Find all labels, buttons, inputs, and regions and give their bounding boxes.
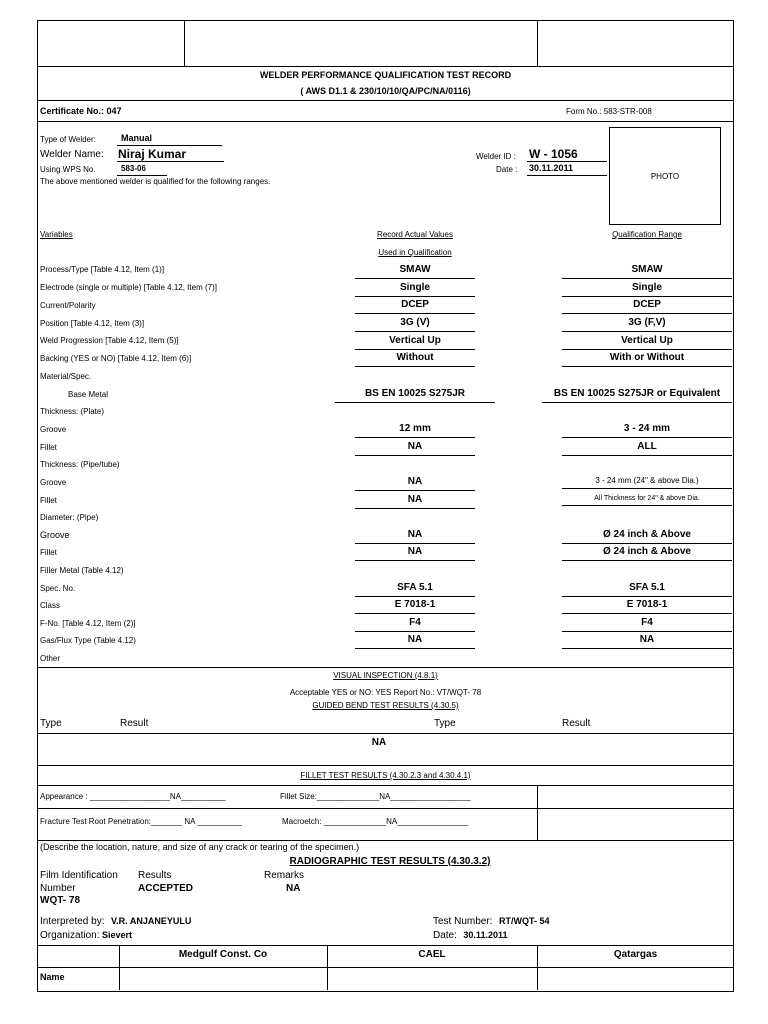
variable-label: Groove xyxy=(40,425,67,434)
company-medgulf: Medgulf Const. Co xyxy=(178,949,268,960)
range-value: NA xyxy=(562,635,732,649)
test-number-label: Test Number: xyxy=(433,916,493,927)
variable-label: Material/Spec. xyxy=(40,372,92,381)
describe-line: (Describe the location, nature, and size of any crack or tearing of the specimen.) xyxy=(40,842,360,852)
test-number-row xyxy=(433,917,550,927)
welder-name-value: Niraj Kumar xyxy=(118,147,187,161)
actual-value: BS EN 10025 S275JR xyxy=(335,389,495,403)
rule-signature-mid xyxy=(37,967,734,968)
actual-value: F4 xyxy=(355,618,475,632)
type-of-welder-label: Type of Welder: xyxy=(40,135,96,144)
remarks-label: Remarks xyxy=(264,870,305,881)
variables-header: Variables xyxy=(40,230,73,239)
rule-logo-right xyxy=(537,20,538,66)
range-value: Ø 24 inch & Above xyxy=(562,530,732,544)
results-label: Results xyxy=(138,870,172,881)
variable-label: Process/Type [Table 4.12, Item (1)] xyxy=(40,265,165,274)
range-value: E 7018-1 xyxy=(562,600,732,614)
rule-welder-id xyxy=(527,161,607,162)
film-id-label: Film Identification xyxy=(40,870,118,881)
actual-value: SMAW xyxy=(355,265,475,279)
welder-id-label: Welder ID : xyxy=(476,152,516,161)
range-value: Single xyxy=(562,283,732,297)
date-label: Date : xyxy=(496,165,518,174)
certificate-number: Certificate No.: 047 xyxy=(40,106,122,116)
actual-value: DCEP xyxy=(355,300,475,314)
radiographic-date-row xyxy=(433,931,507,941)
actual-value: 12 mm xyxy=(355,424,475,438)
company-cael: CAEL xyxy=(418,949,446,960)
variable-label: Spec. No. xyxy=(40,584,76,593)
range-value: 3 - 24 mm (24" & above Dia.) xyxy=(562,477,732,489)
actual-value: Without xyxy=(355,353,475,367)
actual-value: SFA 5.1 xyxy=(355,583,475,597)
fillet-size-line: Fillet Size:______________NA__________________ xyxy=(280,792,471,801)
variable-label: Base Metal xyxy=(68,390,109,399)
variable-label: Diameter: (Pipe) xyxy=(40,513,99,522)
fillet-heading: FILLET TEST RESULTS (4.30.2.3 and 4.30.4.1) xyxy=(300,771,471,780)
range-value: ALL xyxy=(562,442,732,456)
welder-id-value: W - 1056 xyxy=(529,147,578,161)
radiographic-heading: RADIOGRAPHIC TEST RESULTS (4.30.3.2) xyxy=(289,856,491,867)
variable-label: Thickness: (Plate) xyxy=(40,407,105,416)
organization-label: Organization: xyxy=(40,930,100,941)
welder-name-label: Welder Name: xyxy=(40,149,104,160)
photo-label: PHOTO xyxy=(650,171,680,181)
variable-label: Filler Metal (Table 4.12) xyxy=(40,566,124,575)
rule-appearance xyxy=(37,808,734,809)
variable-label: Groove xyxy=(40,478,67,487)
rule-bend-header xyxy=(37,733,734,734)
actual-value: E 7018-1 xyxy=(355,600,475,614)
bend-value: NA xyxy=(371,737,387,748)
interpreted-row xyxy=(40,917,191,927)
bend-result-label-1: Result xyxy=(120,718,149,729)
organization-row xyxy=(40,931,132,941)
used-in-qualification-header: Used in Qualification xyxy=(378,248,452,257)
actual-value: NA xyxy=(355,495,475,509)
variable-label: Fillet xyxy=(40,548,57,557)
rule-bend-bottom xyxy=(37,765,734,766)
range-value: 3G (F,V) xyxy=(562,318,732,332)
variable-label: Other xyxy=(40,654,61,663)
variable-label: Fillet xyxy=(40,496,57,505)
macroetch-line: Macroetch: ______________NA________________ xyxy=(282,817,469,826)
organization-value: Sievert xyxy=(102,930,133,940)
actual-value: NA xyxy=(355,477,475,491)
actual-value: Vertical Up xyxy=(355,336,475,350)
range-value: SFA 5.1 xyxy=(562,583,732,597)
visual-acceptable: Acceptable YES or NO: YES Report No.: VT/WQT- 78 xyxy=(289,688,482,697)
rule-fillet-right xyxy=(537,785,538,840)
range-value: F4 xyxy=(562,618,732,632)
record-actual-header: Record Actual Values xyxy=(377,230,453,239)
variable-label: Groove xyxy=(40,530,70,540)
range-value: All Thickness for 24" & above Dia. xyxy=(562,495,732,506)
range-value: 3 - 24 mm xyxy=(562,424,732,438)
rule-title-bottom xyxy=(37,100,734,101)
variable-label: F-No. [Table 4.12, Item (2)] xyxy=(40,619,136,628)
range-value: DCEP xyxy=(562,300,732,314)
rule-variables-bottom xyxy=(37,667,734,668)
range-value: BS EN 10025 S275JR or Equivalent xyxy=(542,389,732,403)
rule-logo-left xyxy=(184,20,185,66)
variable-label: Current/Polarity xyxy=(40,301,96,310)
rule-date xyxy=(527,175,607,176)
interpreted-label: Interpreted by: xyxy=(40,916,105,927)
number-label: Number xyxy=(40,883,76,894)
type-of-welder-value: Manual xyxy=(121,133,153,143)
company-qatargas: Qatargas xyxy=(613,949,658,960)
variable-label: Backing (YES or NO) [Table 4.12, Item (6)] xyxy=(40,354,192,363)
rule-top-cells xyxy=(37,66,734,67)
name-label: Name xyxy=(40,972,65,982)
rule-cert-bottom xyxy=(37,121,734,122)
radiographic-date-label: Date: xyxy=(433,930,457,941)
actual-value: NA xyxy=(355,530,475,544)
wps-label: Using WPS No. xyxy=(40,165,96,174)
range-value: SMAW xyxy=(562,265,732,279)
actual-value: 3G (V) xyxy=(355,318,475,332)
rule-fillet-heading xyxy=(37,785,734,786)
wps-value: 583-06 xyxy=(121,164,146,173)
document-title: WELDER PERFORMANCE QUALIFICATION TEST RECORD xyxy=(259,70,512,80)
bend-type-label-2: Type xyxy=(434,718,456,729)
accepted-value: ACCEPTED xyxy=(138,883,194,894)
remarks-value: NA xyxy=(286,883,301,894)
form-number: Form No.: 583-STR-008 xyxy=(566,107,652,116)
actual-value: NA xyxy=(355,547,475,561)
rule-welder-name xyxy=(117,161,224,162)
rule-fracture xyxy=(37,840,734,841)
variable-label: Gas/Flux Type (Table 4.12) xyxy=(40,636,136,645)
fracture-line: Fracture Test Root Penetration:_______ NA __________ xyxy=(40,817,242,826)
variable-label: Thickness: (Pipe/tube) xyxy=(40,460,120,469)
actual-value: NA xyxy=(355,442,475,456)
rule-wps xyxy=(117,175,167,176)
range-value: Ø 24 inch & Above xyxy=(562,547,732,561)
rule-type-welder xyxy=(117,145,222,146)
test-number-value: RT/WQT- 54 xyxy=(498,916,550,926)
photo-box xyxy=(609,127,721,225)
actual-value: Single xyxy=(355,283,475,297)
bend-result-label-2: Result xyxy=(562,718,591,729)
range-value: With or Without xyxy=(562,353,732,367)
date-value: 30.11.2011 xyxy=(529,163,574,173)
appearance-line: Appearance : __________________NA__________ xyxy=(40,792,226,801)
visual-inspection-heading: VISUAL INSPECTION (4.8.1) xyxy=(333,671,438,680)
variable-label: Electrode (single or multiple) [Table 4.12, Item (7)] xyxy=(40,283,217,292)
bend-type-label-1: Type xyxy=(40,718,62,729)
variable-label: Position [Table 4.12, Item (3)] xyxy=(40,319,145,328)
guided-bend-heading: GUIDED BEND TEST RESULTS (4.30.5) xyxy=(312,701,459,710)
variable-label: Fillet xyxy=(40,443,57,452)
actual-value: NA xyxy=(355,635,475,649)
document-subtitle: ( AWS D1.1 & 230/10/10/QA/PC/NA/0116) xyxy=(300,86,471,96)
radiographic-date-value: 30.11.2011 xyxy=(463,930,508,940)
range-value: Vertical Up xyxy=(562,336,732,350)
qualification-range-header: Qualification Range xyxy=(612,230,682,239)
variable-label: Class xyxy=(40,601,61,610)
film-value: WQT- 78 xyxy=(40,895,81,906)
qualified-note: The above mentioned welder is qualified for the following ranges. xyxy=(40,177,271,186)
variable-label: Weld Progression [Table 4.12, Item (5)] xyxy=(40,336,179,345)
interpreted-value: V.R. ANJANEYULU xyxy=(111,916,192,926)
rule-signature-top xyxy=(37,945,734,946)
